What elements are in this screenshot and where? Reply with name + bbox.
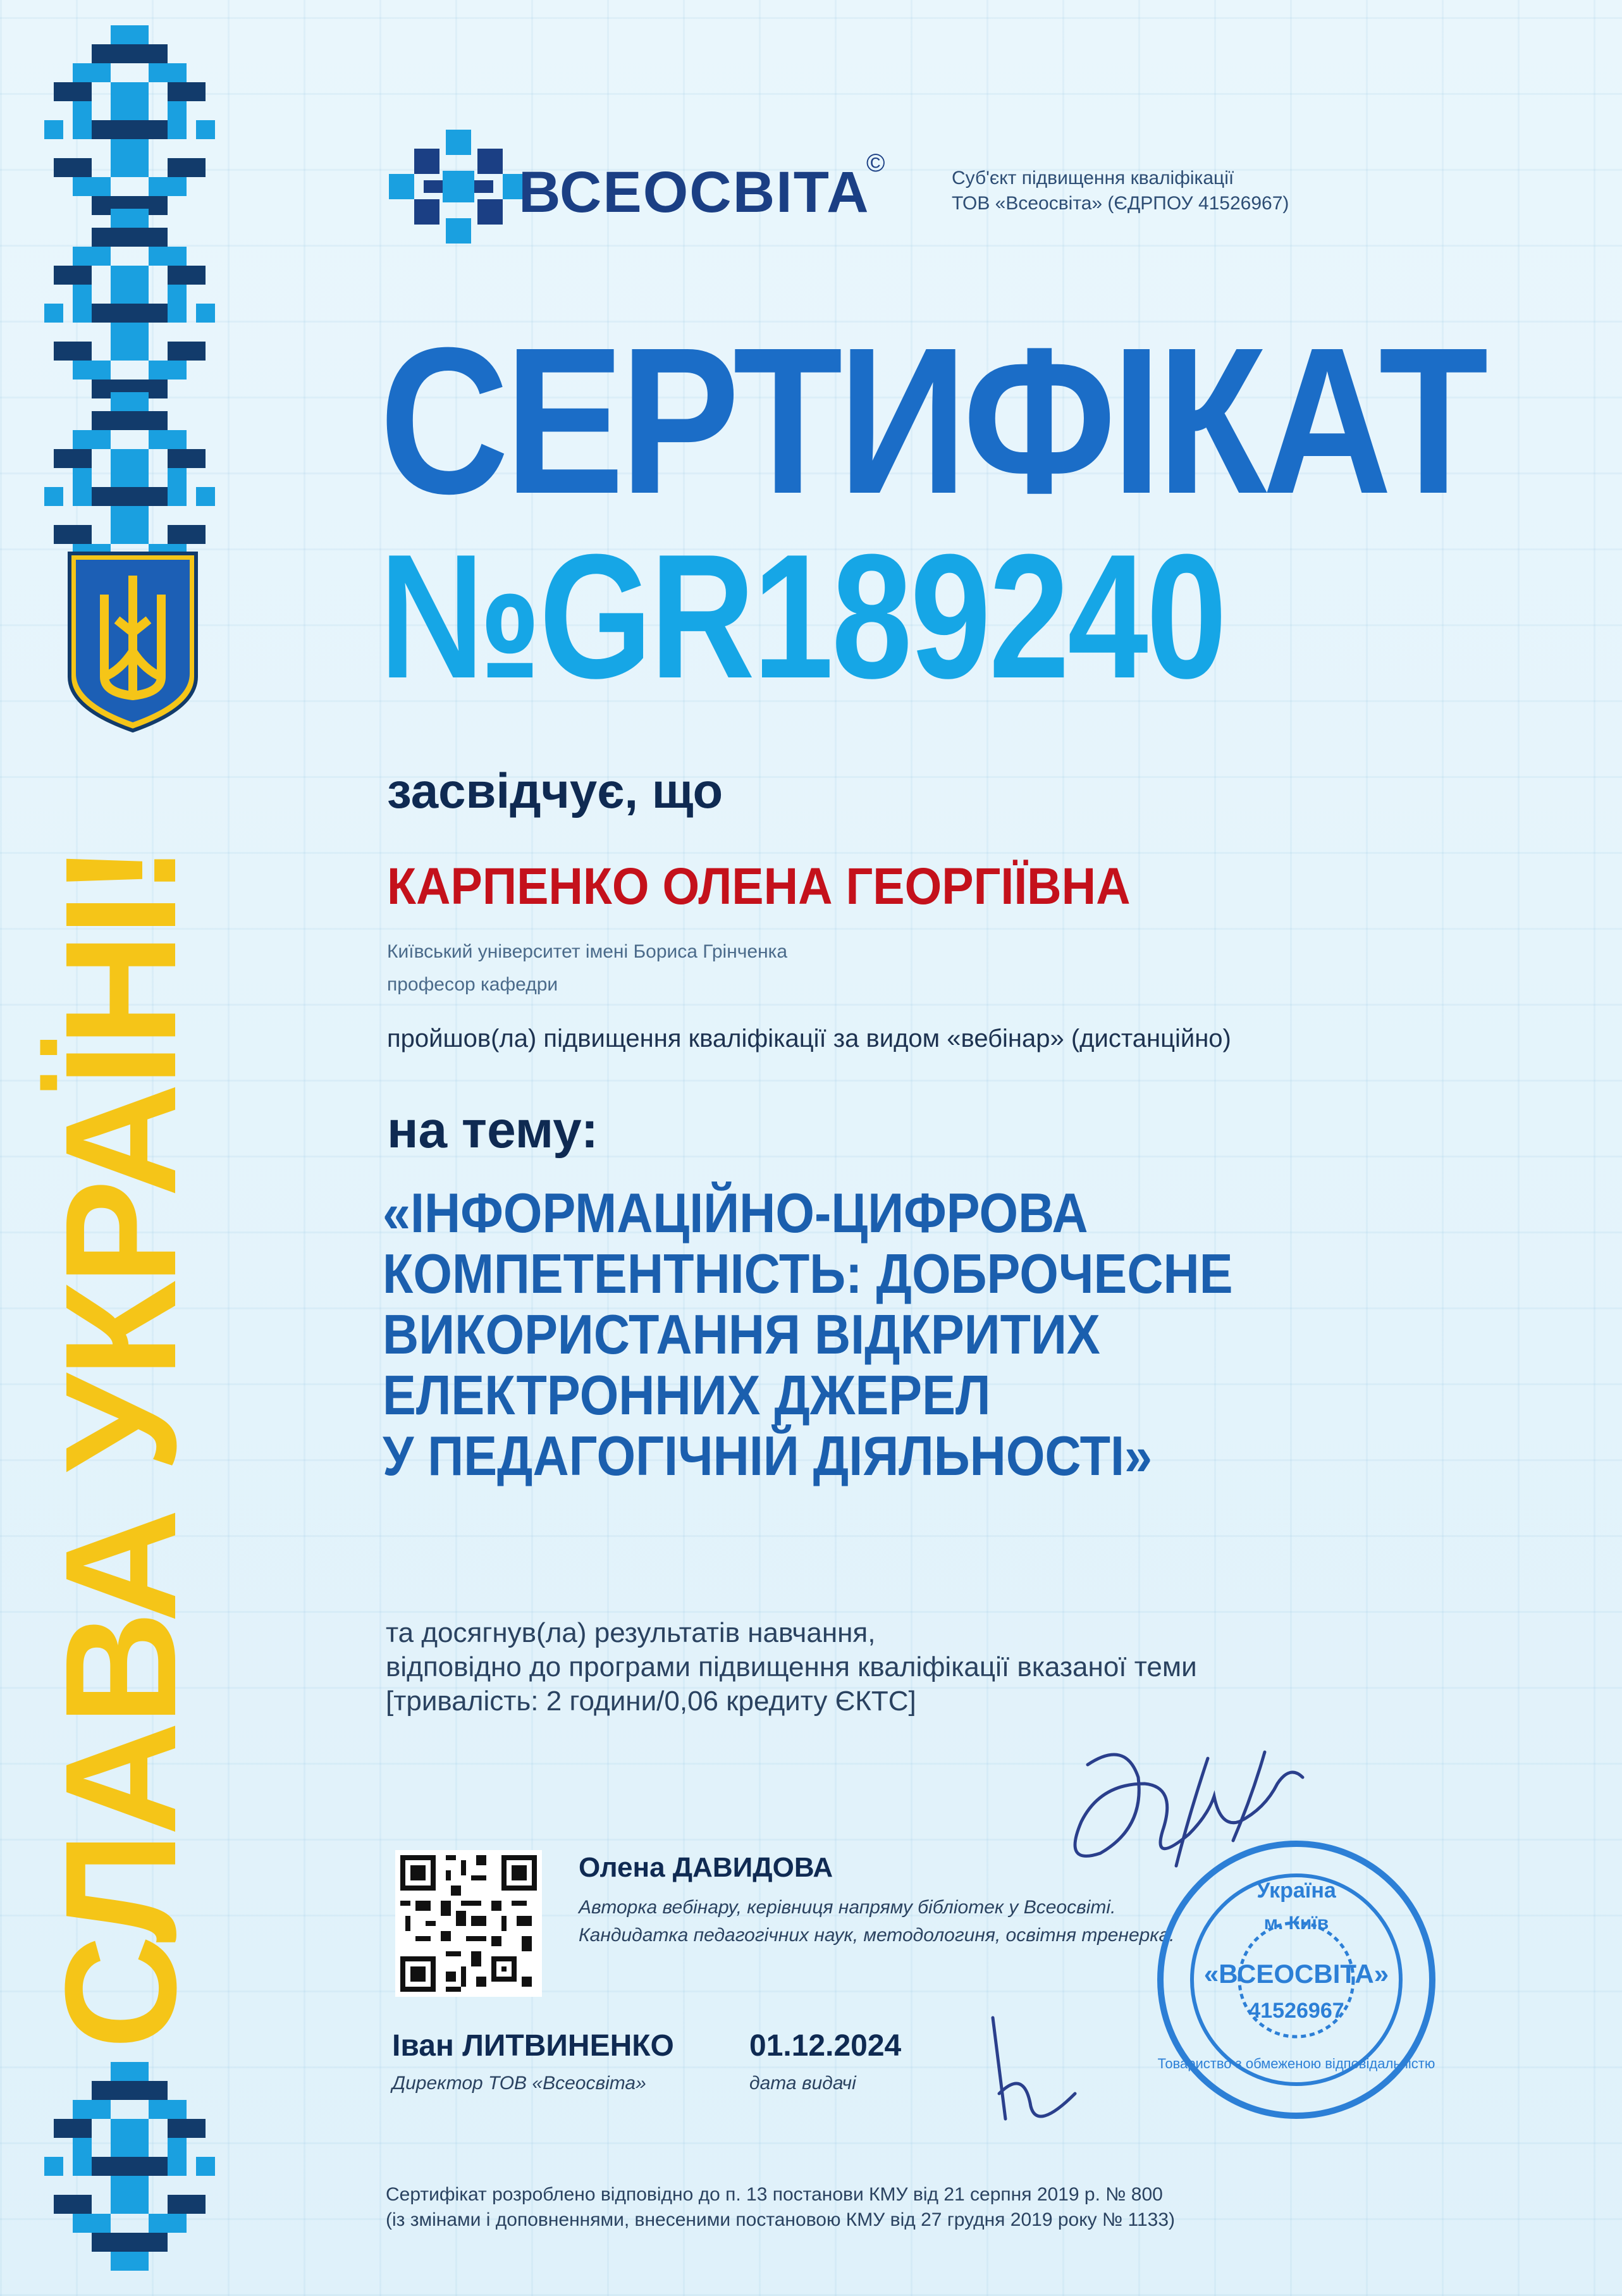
stamp: [1158, 1844, 1435, 2116]
author-desc-line: Авторка вебінару, керівниця напряму бібліотек у Всеосвіті.: [579, 1897, 1116, 1918]
director-name: Іван ЛИТВИНЕНКО: [392, 2029, 674, 2063]
author-name: Олена ДАВИДОВА: [579, 1852, 833, 1883]
stamp-company: «ВСЕОСВІТА»: [1203, 1959, 1389, 1989]
stamp-country: Україна: [1256, 1879, 1336, 1903]
glory-to-ukraine-slogan: СЛАВА УКРАЇНІ!: [32, 848, 209, 2050]
signature-and-stamp: [936, 1739, 1442, 2132]
results-line: [тривалість: 2 години/0,06 кредиту ЄКТС]: [386, 1686, 916, 1717]
copyright-mark: ©: [866, 149, 885, 177]
certifies-text: засвідчує, що: [387, 763, 723, 818]
footer-line: (із змінами і доповненнями, внесеними постановою КМУ від 27 грудня 2019 року № 1133): [386, 2209, 1176, 2230]
topic-line: ЕЛЕКТРОННИХ ДЖЕРЕЛ: [383, 1364, 991, 1426]
issue-date-label: дата видачі: [749, 2073, 856, 2094]
issue-date: 01.12.2024: [749, 2029, 902, 2063]
topic-line: У ПЕДАГОГІЧНІЙ ДІЯЛЬНОСТІ»: [383, 1424, 1153, 1487]
footer-line: Сертифікат розроблено відповідно до п. 13 постанови КМУ від 21 серпня 2019 р. № 800: [386, 2184, 1163, 2205]
certificate-title: СЕРТИФІКАТ: [379, 304, 1484, 537]
qr-code[interactable]: [395, 1850, 542, 1997]
training-type: пройшов(ла) підвищення кваліфікації за видом «вебінар» (дистанційно): [387, 1025, 1231, 1052]
director-title: Директор ТОВ «Всеосвіта»: [392, 2073, 646, 2094]
author-desc-line: Кандидатка педагогічних наук, методологиня, освітня тренерка.: [579, 1925, 1175, 1946]
topic-line: «ІНФОРМАЦІЙНО-ЦИФРОВА: [383, 1182, 1088, 1244]
topic-line: КОМПЕТЕНТНІСТЬ: ДОБРОЧЕСНЕ: [383, 1242, 1233, 1305]
subject-line-1: Суб'єкт підвищення кваліфікації: [952, 168, 1234, 188]
legal-footer: [386, 2182, 1175, 2233]
results-line: та досягнув(ла) результатів навчання,: [386, 1617, 876, 1648]
stamp-city: м. Київ: [1263, 1913, 1329, 1934]
stamp-ring-text: Товариство з обмеженою відповідальністю: [1157, 2056, 1435, 2071]
snowflake-logo-icon: [386, 127, 531, 247]
brand-name: ВСЕОСВІТА: [519, 160, 870, 225]
recipient-position: професор кафедри: [387, 974, 558, 995]
trident-coat-of-arms-icon: [66, 550, 199, 734]
stamp-code: 41526967: [1248, 1999, 1344, 2023]
certificate-number: №GR189240: [379, 518, 1225, 715]
subject-line-2: ТОВ «Всеосвіта» (ЄДРПОУ 41526967): [952, 193, 1289, 214]
topic-title: [383, 1183, 1584, 1486]
recipient-organization: Київський університет імені Бориса Грінченка: [387, 941, 788, 962]
results-line: відповідно до програми підвищення кваліфікації вказаної теми: [386, 1651, 1197, 1682]
recipient-name: КАРПЕНКО ОЛЕНА ГЕОРГІЇВНА: [387, 858, 1131, 915]
results-text: [386, 1616, 1197, 1719]
topic-line: ВИКОРИСТАННЯ ВІДКРИТИХ: [383, 1303, 1100, 1366]
qualification-subject: [952, 166, 1289, 216]
topic-heading: на тему:: [387, 1101, 599, 1159]
